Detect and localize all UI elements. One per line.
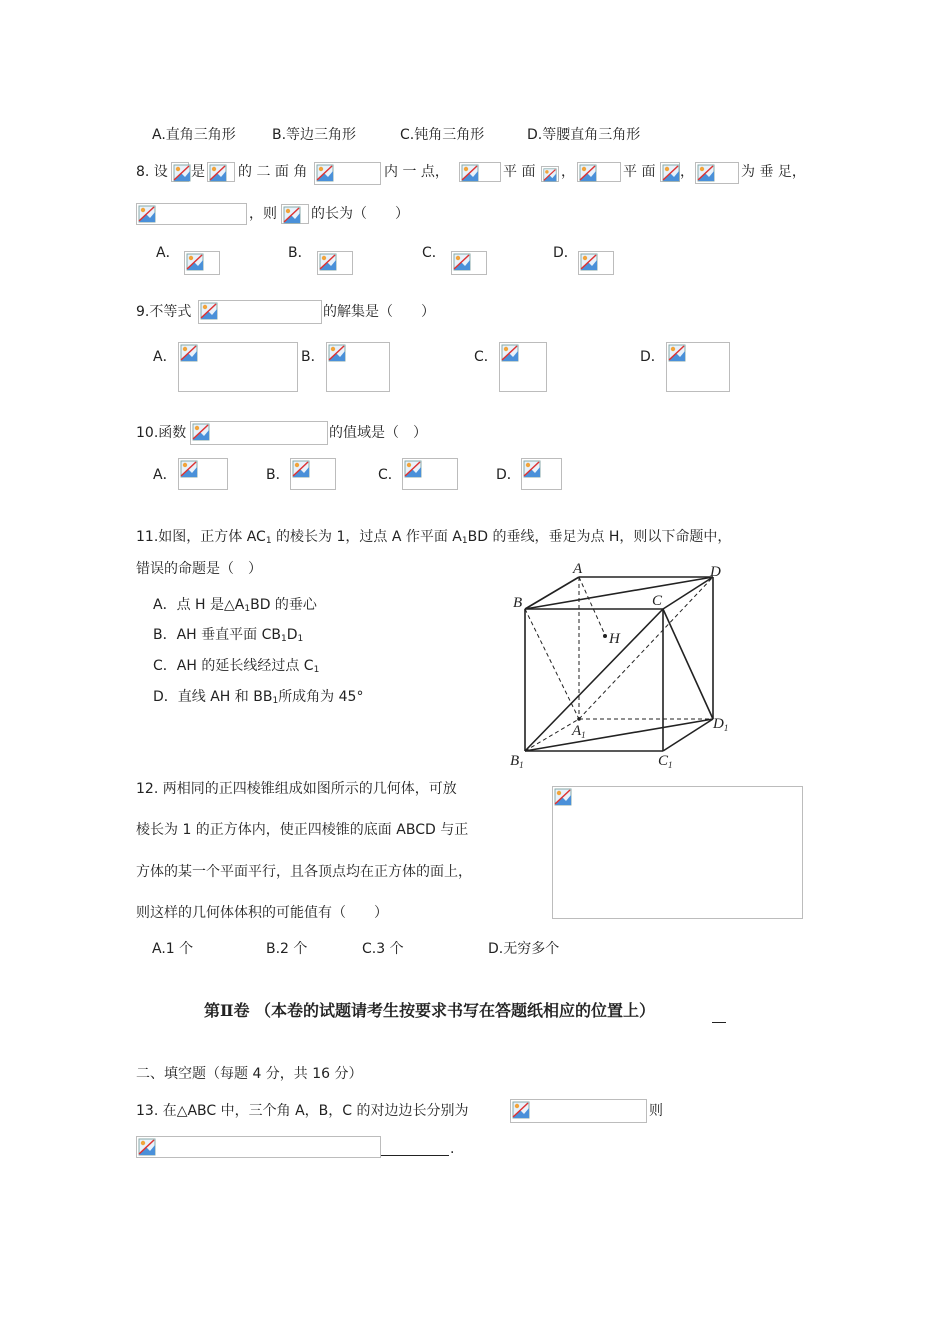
q9-option-c-image (499, 342, 547, 392)
broken-image-icon (186, 253, 204, 271)
q8-option-a-image (184, 251, 220, 275)
q12-line-4: 则这样的几何体体积的可能值有（ ） (136, 905, 388, 921)
q9-option-b: B． (301, 349, 325, 365)
q8-text-6: ， (561, 164, 575, 180)
q8-text-5: 平 面 (503, 164, 536, 180)
q13-text-2: 则 (649, 1103, 663, 1119)
broken-image-icon (173, 164, 191, 182)
broken-image-icon (316, 164, 334, 182)
q10-option-d-image (521, 458, 562, 490)
label-H: H (609, 631, 620, 647)
label-B: B (513, 595, 523, 611)
q8-image-3 (314, 162, 381, 185)
q12-option-a: A.1 个 (152, 941, 194, 957)
q8-option-c-image (451, 251, 487, 275)
q8-option-c: C． (422, 245, 446, 261)
q9-text-1: 9.不等式 (136, 304, 192, 320)
broken-image-icon (138, 205, 156, 223)
q8-text-2: 是 (191, 164, 205, 180)
title-underline (712, 1022, 726, 1023)
edge-C-D1 (663, 609, 713, 719)
q10-option-c-image (402, 458, 458, 490)
hidden-edge-A-H (579, 577, 605, 635)
edge-B1-D1 (525, 719, 713, 751)
q8-image-7 (660, 162, 680, 182)
q7-option-b: B.等边三角形 (272, 127, 357, 143)
q13-answer-blank[interactable] (381, 1155, 449, 1156)
broken-image-icon (192, 423, 210, 441)
broken-image-icon (404, 460, 422, 478)
q11-option-c: C．AH 的延长线经过点 $C_1$ (153, 658, 320, 675)
q13-text-1: 13. 在△ABC 中，三个角 A，B，C 的对边边长分别为 (136, 1103, 469, 1119)
broken-image-icon (138, 1138, 156, 1156)
q12-line-2: 棱长为 1 的正方体内，使正四棱锥的底面 ABCD 与正 (136, 822, 469, 838)
q12-option-b: B.2 个 (266, 941, 308, 957)
label-A1: $A_1$ (572, 723, 586, 740)
broken-image-icon (292, 460, 310, 478)
broken-image-icon (697, 164, 715, 182)
q9-image-1 (198, 300, 322, 324)
broken-image-icon (200, 302, 218, 320)
label-C: C (652, 593, 663, 609)
q9-option-a: A． (153, 349, 177, 365)
broken-image-icon (523, 460, 541, 478)
q10-option-c: C． (378, 467, 402, 483)
q7-option-c: C.钝角三角形 (400, 127, 485, 143)
broken-image-icon (453, 253, 471, 271)
q8-image-8 (695, 162, 739, 184)
broken-image-icon (579, 164, 597, 182)
q10-option-d: D． (496, 467, 521, 483)
broken-image-icon (501, 344, 519, 362)
point-H (603, 634, 607, 638)
q8-image-6 (577, 162, 621, 182)
point-A1 (577, 717, 581, 721)
hidden-edge-A1-D (579, 577, 713, 719)
broken-image-icon (543, 168, 557, 182)
q12-line-3: 方体的某一个平面平行，且各顶点均在正方体的面上， (136, 864, 472, 880)
q11-option-d: D．直线 AH 和 $BB_1$所成角为 45° (153, 689, 364, 706)
broken-image-icon (461, 164, 479, 182)
q10-option-b-image (290, 458, 336, 490)
q11-option-a: A．点 H 是$\triangle A_1BD$ 的垂心 (153, 597, 317, 614)
q13-text-3: . (450, 1141, 455, 1157)
hidden-edge-B-A1 (525, 609, 579, 719)
q8-image-2 (207, 162, 235, 182)
q12-option-d: D.无穷多个 (488, 941, 560, 957)
q8-image-4 (459, 162, 501, 182)
q13-image-2 (136, 1136, 381, 1158)
q8-option-d-image (578, 251, 614, 275)
q11-option-b: B．AH 垂直平面 $CB_1D_1$ (153, 627, 304, 644)
q9-option-d-image (666, 342, 730, 392)
broken-image-icon (512, 1101, 530, 1119)
broken-image-icon (554, 788, 572, 806)
q10-text-1: 10.函数 (136, 425, 187, 441)
q10-option-a: A． (153, 467, 177, 483)
broken-image-icon (668, 344, 686, 362)
q8-text-8: ， (680, 164, 694, 180)
label-A: A (573, 561, 583, 577)
q8-option-a: A． (156, 245, 180, 261)
q10-option-a-image (178, 458, 228, 490)
q8-text-9: 为 垂 足， (741, 164, 806, 180)
q8-image-10 (281, 204, 309, 224)
q11-line-2: 错误的命题是（ ） (136, 561, 262, 577)
q9-option-c: C． (474, 349, 498, 365)
q8-text-4: 内 一 点， (384, 164, 449, 180)
q10-text-2: 的值域是（ ） (329, 425, 427, 441)
q10-option-b: B． (266, 467, 290, 483)
q8-text-7: 平 面 (623, 164, 656, 180)
fill-in-heading: 二、填空题（每题 4 分，共 16 分） (136, 1066, 363, 1082)
q8-option-b-image (317, 251, 353, 275)
q8-image-9 (136, 203, 247, 225)
q8-text-3: 的 二 面 角 (238, 164, 308, 180)
q8-option-d: D． (553, 245, 578, 261)
broken-image-icon (180, 460, 198, 478)
q9-text-2: 的解集是（ ） (323, 304, 435, 320)
q12-image (552, 786, 803, 919)
broken-image-icon (283, 206, 301, 224)
q8-image-1 (171, 162, 189, 182)
q7-option-a: A.直角三角形 (152, 127, 236, 143)
q11-line-1: 11.如图，正方体 $AC_1$ 的棱长为 1，过点 A 作平面 $A_1BD$ 的垂线，垂足为点 H，则以下命题中， (136, 529, 732, 546)
broken-image-icon (662, 164, 680, 182)
q9-option-b-image (326, 342, 390, 392)
broken-image-icon (209, 164, 227, 182)
q13-image-1 (510, 1099, 647, 1123)
q8-option-b: B． (288, 245, 312, 261)
q9-option-a-image (178, 342, 298, 392)
q8-text-11: 的长为（ ） (311, 206, 409, 222)
edge-B1-C (525, 609, 663, 751)
q7-option-d: D.等腰直角三角形 (527, 127, 641, 143)
broken-image-icon (328, 344, 346, 362)
q8-text-1: 8. 设 (136, 164, 168, 180)
section-2-title: 第Ⅱ卷 （本卷的试题请考生按要求书写在答题纸相应的位置上） (204, 1001, 656, 1020)
label-C1: $C_1$ (658, 753, 673, 770)
broken-image-icon (580, 253, 598, 271)
label-D: D (710, 564, 721, 580)
q12-option-c: C.3 个 (362, 941, 404, 957)
q10-image-1 (190, 421, 328, 445)
cube-figure (500, 560, 740, 775)
q12-line-1: 12. 两相同的正四棱锥组成如图所示的几何体，可放 (136, 781, 457, 797)
broken-image-icon (319, 253, 337, 271)
q9-option-d: D． (640, 349, 665, 365)
q8-image-5 (541, 166, 559, 182)
label-D1: $D_1$ (713, 716, 729, 733)
q8-text-10: ，则 (249, 206, 277, 222)
broken-image-icon (180, 344, 198, 362)
label-B1: $B_1$ (510, 753, 524, 770)
